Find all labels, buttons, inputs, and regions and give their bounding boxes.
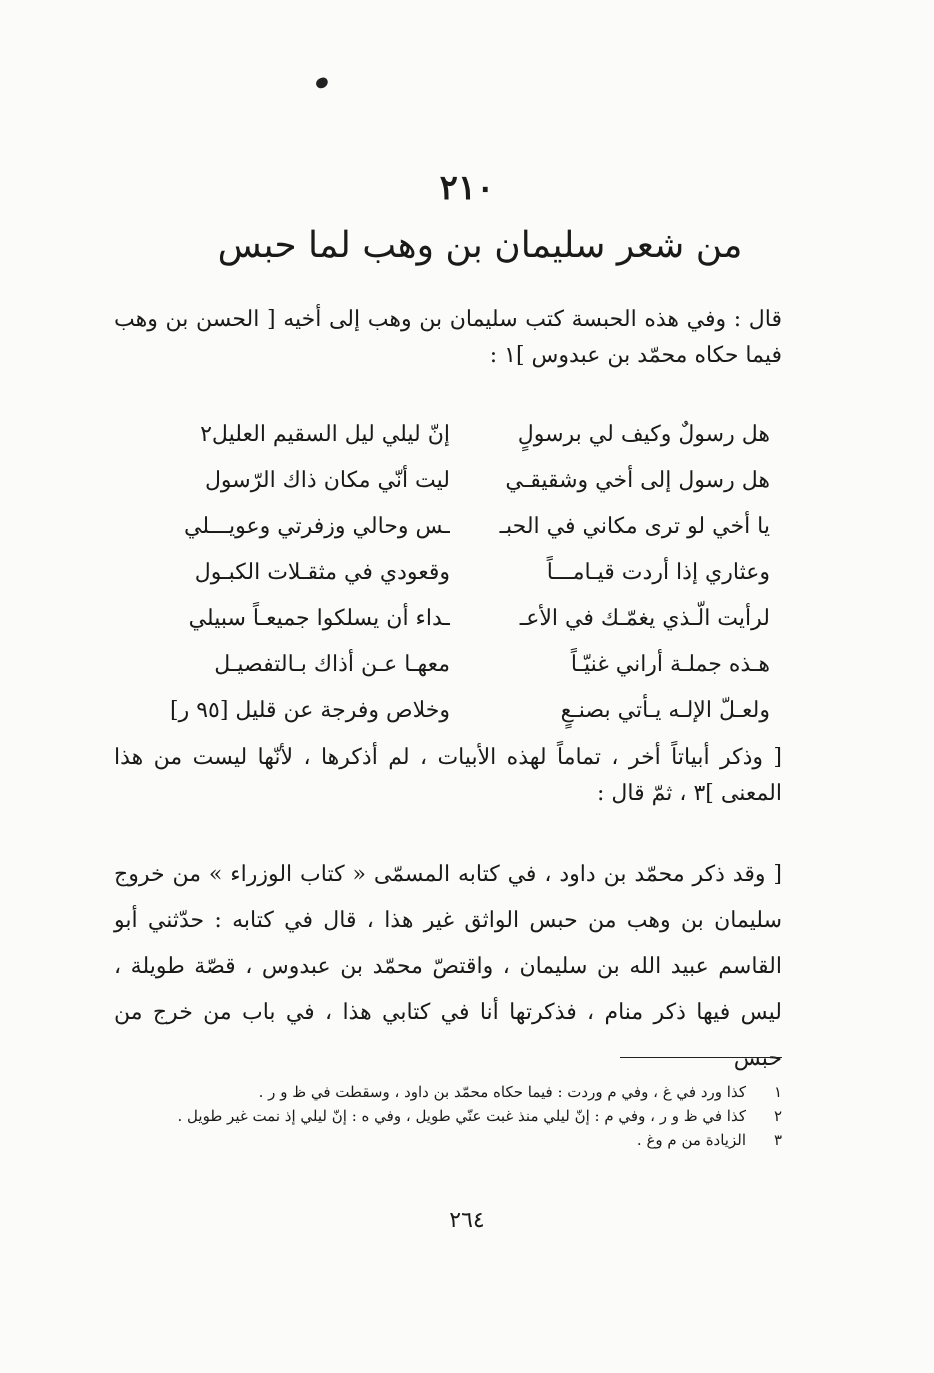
verse-first-hemistich: هل رسول إلى أخي وشقيقـي [505,468,770,493]
verse-second-hemistich: معهـا عـن أذاك بـالتفصيـل [214,652,450,677]
verse-line [150,596,780,642]
verse-first-hemistich: لرأيت الّـذي يغمّـك في الأعـ [519,606,770,631]
footnote [122,1104,782,1128]
verse-second-hemistich: وقعودي في مثقـلات الكبـول [194,560,450,585]
transition-paragraph: [ وذكر أبياتاً أخر ، تماماً لهذه الأبيات ، لم أذكرها ، لأنّها ليست من هذا المعنى ]٣ ، ثمّ قال : [114,745,782,806]
ink-blot [315,76,330,90]
verse-second-hemistich: ـداء أن يسلكوا جميعـاً سبيلي [188,606,450,631]
verse-first-hemistich: هل رسولٌ وكيف لي برسولٍ [517,422,770,447]
footnote-divider [620,1057,782,1058]
poem [150,412,780,734]
verse-second-hemistich: إنّ ليلي ليل السقيم العليل٢ [200,422,450,447]
intro-paragraph: قال : وفي هذه الحبسة كتب سليمان بن وهب إلى أخيه [ الحسن بن وهب فيما حكاه محمّد بن عبدوس ]١ : [114,307,782,368]
footnote [122,1080,782,1104]
footnotes [122,1080,782,1152]
verse-first-hemistich: ولعـلّ الإلـه يـأتي بصنـعٍ [560,698,770,723]
footnote-number: ٢ [773,1107,782,1125]
verse-line [150,642,780,688]
footnote-number: ٣ [773,1131,782,1149]
section-number: ٢١٠ [439,168,495,208]
verse-second-hemistich: ـس وحالي وزفرتي وعويـــلي [184,514,450,539]
verse-line [150,458,780,504]
narrative-paragraph: [ وقد ذكر محمّد بن داود ، في كتابه المسمّى « كتاب الوزراء » من خروج سليمان بن وهب من حبس الواثق غير هذا ، قال في كتابه : حدّثني أبو القاسم عبيد الله بن سليمان ، واقتصّ محمّد بن عبدوس ، قصّة طويلة ، ليس فيها ذكر منام ، فذكرتها أنا في كتابي هذا ، في باب من خرج من حبس [114,862,782,1071]
footnote-text: الزيادة من م وغ . [636,1131,746,1149]
verse-second-hemistich: ليت أنّي مكان ذاك الرّسول [204,468,450,493]
verse-first-hemistich: هـذه جملـة أراني غنيّـاً [570,652,770,677]
verse-first-hemistich: يا أخي لو ترى مكاني في الحبـ [499,514,770,539]
verse-line [150,412,780,458]
verse-line [150,688,780,734]
footnote [122,1128,782,1152]
verse-line [150,504,780,550]
footnote-text: كذا ورد في غ ، وفي م وردت : فيما حكاه محمّد بن داود ، وسقطت في ظ و ر . [258,1083,746,1101]
verse-second-hemistich: وخلاص وفرجة عن قليل [٩٥ ر] [170,698,450,723]
verse-line [150,550,780,596]
footnote-number: ١ [773,1083,782,1101]
section-title: من شعر سليمان بن وهب لما حبس [217,225,743,266]
page-number: ٢٦٤ [449,1208,485,1233]
footnote-text: كذا في ظ و ر ، وفي م : إنّ ليلي منذ غبت عنّي طويل ، وفي ه : إنّ ليلي إذ نمت غير طويل . [177,1107,746,1125]
verse-first-hemistich: وعثاري إذا أردت قيـامـــاً [546,560,770,585]
